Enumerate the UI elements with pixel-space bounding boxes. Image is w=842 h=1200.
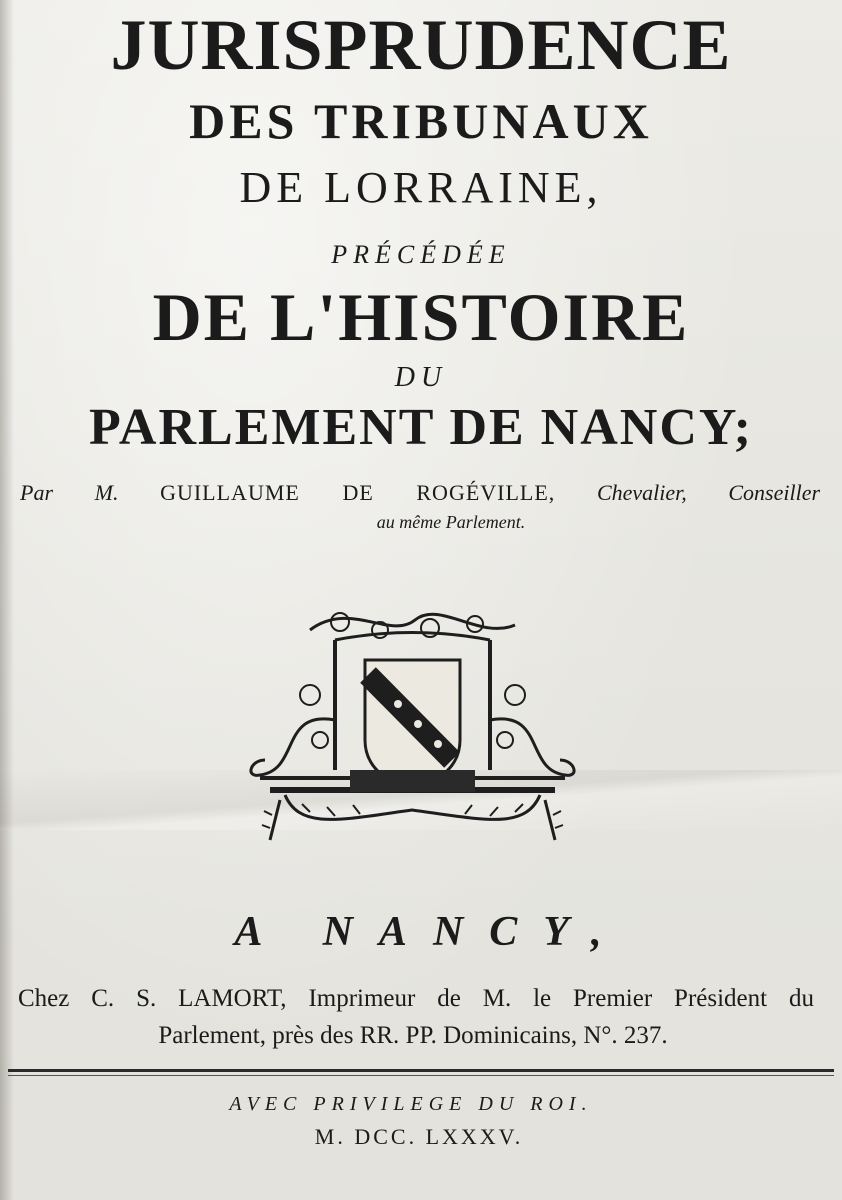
author-name: GUILLAUME DE ROGÉVILLE, — [160, 480, 556, 505]
author-titles: Chevalier, Conseiller — [596, 480, 821, 505]
publication-date: M. DCC. LXXXV. — [314, 1124, 524, 1149]
title-precedee: PRÉCÉDÉE — [331, 240, 511, 269]
divider-rule-thin — [8, 1075, 834, 1076]
title-du: DU — [394, 362, 448, 393]
author-line — [20, 480, 820, 506]
author-line-2: au même Parlement. — [376, 512, 526, 532]
imprint-line-2: Parlement, près des RR. PP. Dominicains, N°. 237. — [158, 1022, 668, 1049]
divider-rule — [8, 1069, 834, 1072]
title-parlement: PARLEMENT DE NANCY; — [89, 399, 753, 456]
title-de-lorraine: DE LORRAINE, — [239, 163, 603, 212]
imprint-place: A NANCY, — [234, 909, 628, 955]
title-histoire: DE L'HISTOIRE — [152, 279, 690, 355]
imprint-line-1: Chez C. S. LAMORT, Imprimeur de M. le Premier Président du — [18, 985, 814, 1012]
title-des-tribunaux: DES TRIBUNAUX — [189, 93, 653, 149]
title-jurisprudence: JURISPRUDENCE — [110, 5, 732, 85]
author-par: Par M. — [20, 480, 119, 505]
privilege-line: AVEC PRIVILEGE DU ROI. — [229, 1093, 593, 1115]
coat-of-arms-vignette-icon — [240, 600, 585, 855]
